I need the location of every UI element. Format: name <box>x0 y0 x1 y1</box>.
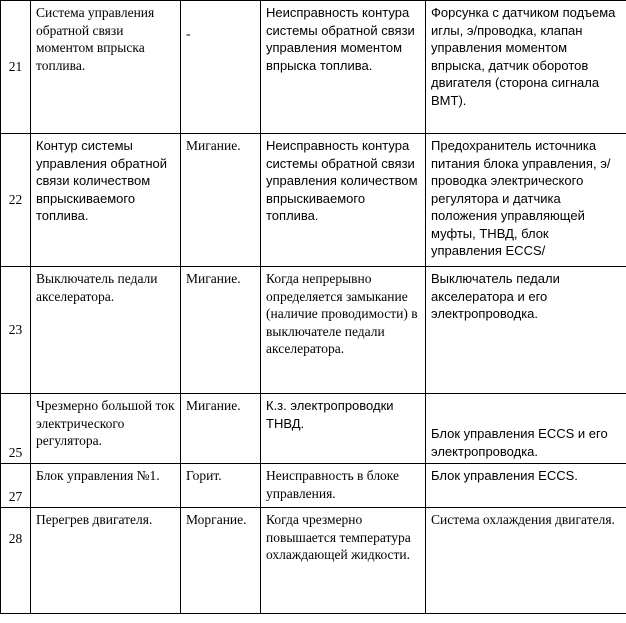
indication-cell: Моргание. <box>181 508 261 614</box>
component-cell: Чрезмерно большой ток электрического регулятора. <box>31 394 181 464</box>
check-cell: Блок управления ECCS и его электропроводка. <box>426 394 626 464</box>
fault-cell: К.з. электропроводки ТНВД. <box>261 394 426 464</box>
fault-cell: Когда непрерывно определяется замыкание (наличие проводимости) в выключателе педали акселератора. <box>261 267 426 394</box>
check-cell: Предохранитель источника питания блока управления, э/проводка электрического регулятора и датчика положения управляющей муфты, ТНВД, блок управления ECCS/ <box>426 134 626 267</box>
fault-cell: Когда чрезмерно повышается температура охлаждающей жидкости. <box>261 508 426 614</box>
component-cell: Выключатель педали акселератора. <box>31 267 181 394</box>
check-cell: Система охлаждения двигателя. <box>426 508 626 614</box>
table-row <box>1 1 626 134</box>
code-number: 22 <box>1 134 31 267</box>
indication-cell: Мигание. <box>181 267 261 394</box>
code-number: 27 <box>1 464 31 508</box>
check-cell: Форсунка с датчиком подъема иглы, э/проводка, клапан управления моментом впрыска, датчик оборотов двигателя (сторона сигнала ВМТ). <box>426 1 626 134</box>
code-number: 25 <box>1 394 31 464</box>
code-number: 21 <box>1 1 31 134</box>
indication-cell: Мигание. <box>181 394 261 464</box>
indication-cell: Горит. <box>181 464 261 508</box>
fault-cell: Неисправность в блоке управления. <box>261 464 426 508</box>
component-cell: Система управления обратной связи моментом впрыска топлива. <box>31 1 181 134</box>
indication-cell <box>181 1 261 134</box>
check-cell: Блок управления ECCS. <box>426 464 626 508</box>
code-number: 28 <box>1 508 31 614</box>
code-number: 23 <box>1 267 31 394</box>
component-cell: Контур системы управления обратной связи количеством впрыскиваемого топлива. <box>31 134 181 267</box>
component-cell: Блок управления №1. <box>31 464 181 508</box>
table-row <box>1 464 626 508</box>
indication-text: - <box>186 26 191 41</box>
check-cell: Выключатель педали акселератора и его электропроводка. <box>426 267 626 394</box>
indication-cell: Мигание. <box>181 134 261 267</box>
fault-cell: Неисправность контура системы обратной связи управления моментом впрыска топлива. <box>261 1 426 134</box>
component-cell: Перегрев двигателя. <box>31 508 181 614</box>
table-row <box>1 394 626 464</box>
fault-cell: Неисправность контура системы обратной связи управления количеством впрыскиваемого топлива. <box>261 134 426 267</box>
table-row <box>1 267 626 394</box>
table-row <box>1 508 626 614</box>
table-row <box>1 134 626 267</box>
